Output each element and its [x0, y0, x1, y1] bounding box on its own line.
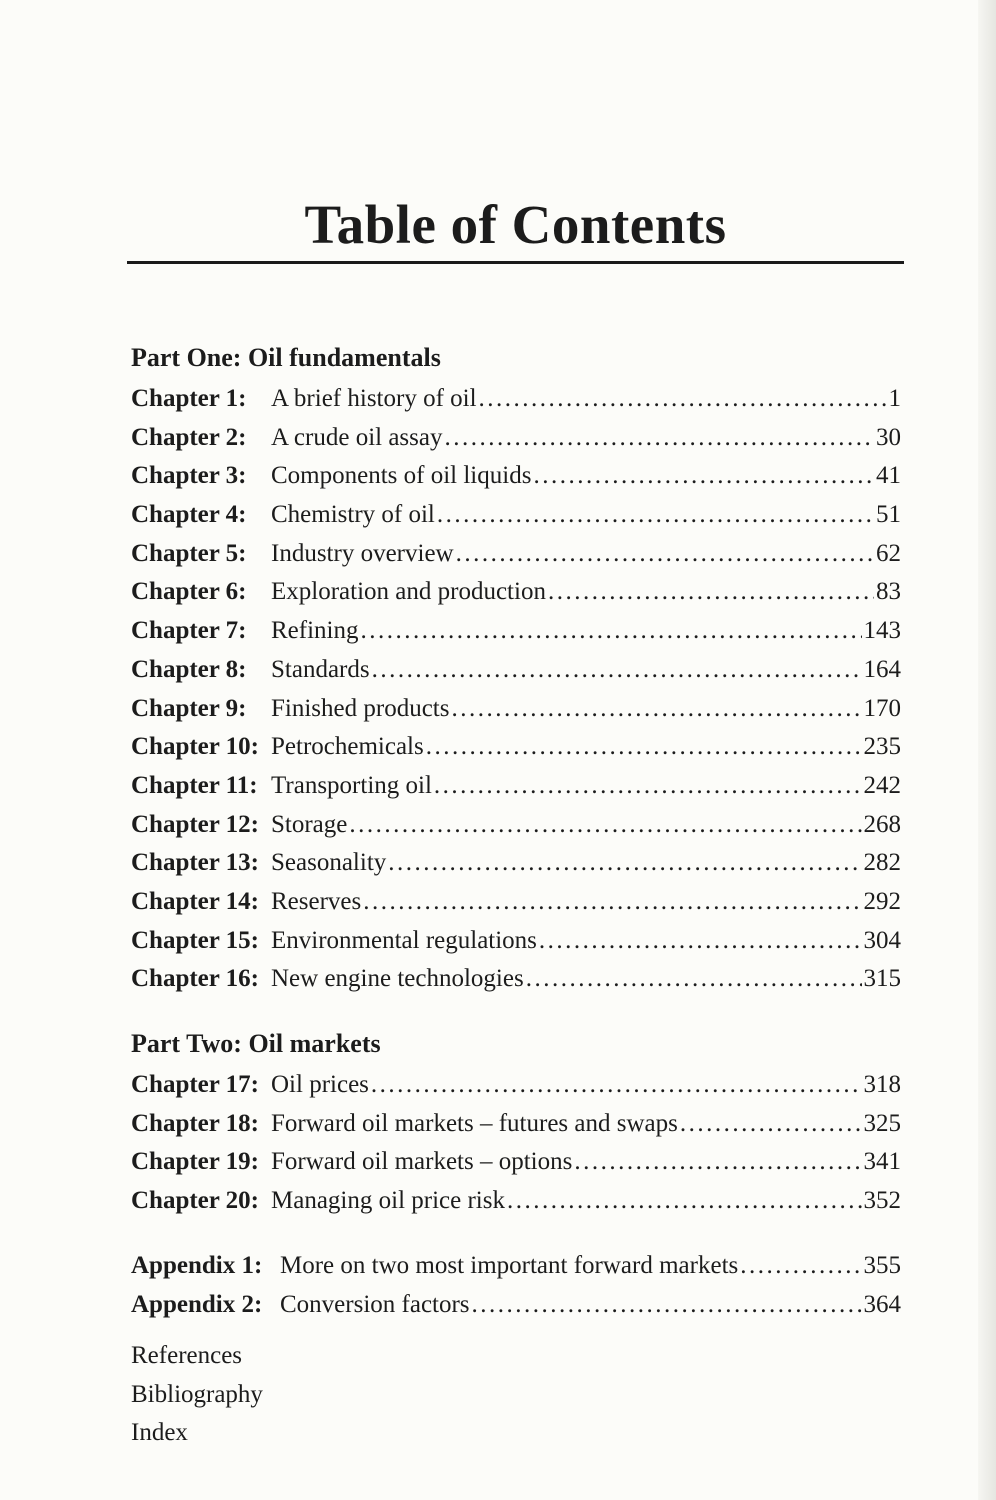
- toc-entry-title: A crude oil assay: [271, 423, 443, 451]
- toc-entry-page: 341: [863, 1148, 901, 1176]
- toc-entry: [131, 1182, 901, 1221]
- toc-entry-label: Chapter 4:: [131, 501, 247, 529]
- title-rule: [127, 261, 904, 264]
- toc-entry-title: More on two most important forward markets: [280, 1252, 739, 1279]
- toc-entry-title: Exploration and production: [271, 578, 546, 606]
- toc-dot-leader: [451, 690, 861, 729]
- toc-entry-page: 318: [863, 1071, 901, 1098]
- toc-entry: [131, 573, 901, 612]
- toc-entry-title: Managing oil price risk: [271, 1187, 505, 1215]
- toc-entry: [131, 1105, 901, 1144]
- toc-entry-label: Chapter 13:: [131, 849, 260, 877]
- toc-entry: [131, 960, 901, 999]
- toc-dot-leader: [539, 922, 862, 961]
- toc-entry-page: 282: [863, 849, 901, 877]
- toc-entry-label: Chapter 3:: [131, 462, 247, 490]
- toc-entry-label: Chapter 8:: [131, 655, 247, 683]
- toc-dot-leader: [388, 844, 861, 883]
- toc-dot-leader: [533, 457, 874, 496]
- toc-entry-title: Transporting oil: [271, 771, 432, 799]
- toc-entry-page: 235: [863, 733, 901, 761]
- toc-entry-page: 62: [876, 539, 901, 567]
- toc-dot-leader: [434, 767, 862, 806]
- page-edge: [978, 0, 996, 1500]
- toc-entry-title: Finished products: [271, 694, 450, 722]
- toc-entry-label: Chapter 5:: [131, 539, 247, 567]
- back-matter-bibliography: Bibliography: [131, 1381, 263, 1408]
- toc-entry-label: Chapter 19:: [131, 1148, 260, 1176]
- toc-entry-title: Refining: [271, 617, 359, 645]
- toc-entry: [131, 728, 901, 767]
- toc-entry: [131, 419, 901, 458]
- appendix-list: [131, 1247, 901, 1324]
- toc-entry: [131, 535, 901, 574]
- toc-entry: [131, 496, 901, 535]
- toc-dot-leader: [372, 651, 862, 690]
- part-two-heading: Part Two: Oil markets: [131, 1029, 381, 1058]
- toc-dot-leader: [479, 380, 887, 419]
- toc-entry: [131, 651, 901, 690]
- toc-entry-label: Chapter 14:: [131, 887, 260, 915]
- toc-entry: [131, 1286, 901, 1325]
- toc-entry-title: Oil prices: [271, 1071, 369, 1098]
- toc-entry: [131, 806, 901, 845]
- toc-entry-label: Chapter 10:: [131, 733, 260, 761]
- toc-entry-label: Chapter 17:: [131, 1071, 260, 1098]
- toc-entry-title: Seasonality: [271, 849, 387, 877]
- toc-dot-leader: [507, 1182, 862, 1221]
- toc-dot-leader: [349, 806, 861, 845]
- toc-dot-leader: [548, 573, 874, 612]
- toc-entry-title: New engine technologies: [271, 965, 524, 993]
- part-one-list: [131, 380, 901, 999]
- toc-entry-page: 355: [863, 1252, 901, 1279]
- toc-entry-label: Chapter 1:: [131, 385, 247, 412]
- back-matter-index: Index: [131, 1419, 188, 1446]
- toc-entry-page: 292: [863, 887, 901, 915]
- toc-entry-page: 143: [863, 617, 901, 645]
- toc-entry-label: Chapter 11:: [131, 771, 258, 799]
- toc-entry-title: Storage: [271, 810, 348, 838]
- toc-entry-label: Chapter 20:: [131, 1187, 260, 1215]
- toc-entry-label: Chapter 15:: [131, 926, 260, 954]
- toc-dot-leader: [526, 960, 862, 999]
- toc-entry-title: Standards: [271, 655, 370, 683]
- toc-entry-label: Chapter 12:: [131, 810, 260, 838]
- toc-dot-leader: [437, 496, 874, 535]
- toc-entry-label: Chapter 7:: [131, 617, 247, 645]
- toc-entry-page: 164: [863, 655, 901, 683]
- toc-entry-title: Chemistry of oil: [271, 501, 435, 529]
- toc-entry-page: 41: [876, 462, 901, 490]
- toc-entry: [131, 380, 901, 419]
- toc-entry-page: 1: [888, 385, 901, 412]
- toc-dot-leader: [426, 728, 862, 767]
- toc-entry-page: 352: [863, 1187, 901, 1215]
- toc-dot-leader: [363, 883, 861, 922]
- toc-entry-page: 325: [863, 1109, 901, 1137]
- toc-entry: [131, 612, 901, 651]
- toc-entry-title: Forward oil markets – options: [271, 1148, 573, 1176]
- toc-dot-leader: [680, 1105, 862, 1144]
- toc-entry-title: Environmental regulations: [271, 926, 537, 954]
- toc-entry-page: 51: [876, 501, 901, 529]
- toc-entry-title: Conversion factors: [280, 1290, 470, 1318]
- toc-entry-title: Forward oil markets – futures and swaps: [271, 1109, 678, 1137]
- back-matter-references: References: [131, 1342, 243, 1369]
- toc-entry-title: Industry overview: [271, 539, 454, 567]
- toc-entry-page: 268: [863, 810, 901, 838]
- toc-entry-title: Reserves: [271, 887, 362, 915]
- toc-entry-title: A brief history of oil: [271, 385, 477, 412]
- toc-entry-label: Chapter 6:: [131, 578, 247, 606]
- toc-entry: [131, 883, 901, 922]
- toc-entry: [131, 922, 901, 961]
- part-two-list: [131, 1066, 901, 1221]
- toc-dot-leader: [361, 612, 862, 651]
- toc-entry: [131, 1143, 901, 1182]
- toc-dot-leader: [444, 419, 874, 458]
- part-one-heading: Part One: Oil fundamentals: [131, 343, 441, 372]
- toc-entry-label: Chapter 18:: [131, 1109, 260, 1137]
- toc-dot-leader: [456, 535, 874, 574]
- toc-entry-title: Components of oil liquids: [271, 462, 532, 490]
- toc-dot-leader: [574, 1143, 861, 1182]
- toc-entry-page: 83: [876, 578, 901, 606]
- toc-entry-label: Chapter 2:: [131, 423, 247, 451]
- toc-dot-leader: [740, 1247, 861, 1286]
- toc-entry: [131, 1066, 901, 1105]
- toc-entry-page: 30: [876, 423, 901, 451]
- toc-entry-page: 242: [863, 771, 901, 799]
- toc-entry: [131, 1247, 901, 1286]
- toc-entry-label: Appendix 1:: [131, 1252, 263, 1279]
- toc-entry: [131, 767, 901, 806]
- toc-entry: [131, 690, 901, 729]
- toc-entry: [131, 457, 901, 496]
- toc-dot-leader: [472, 1286, 862, 1325]
- toc-entry-label: Appendix 2:: [131, 1290, 263, 1318]
- toc-entry-page: 170: [863, 694, 901, 722]
- toc-entry-page: 304: [863, 926, 901, 954]
- toc-entry: [131, 844, 901, 883]
- toc-entry-label: Chapter 9:: [131, 694, 247, 722]
- toc-entry-page: 364: [863, 1290, 901, 1318]
- toc-entry-title: Petrochemicals: [271, 733, 424, 761]
- page-title: Table of Contents: [304, 194, 727, 255]
- toc-dot-leader: [371, 1066, 862, 1105]
- toc-entry-page: 315: [863, 965, 901, 993]
- toc-entry-label: Chapter 16:: [131, 965, 260, 993]
